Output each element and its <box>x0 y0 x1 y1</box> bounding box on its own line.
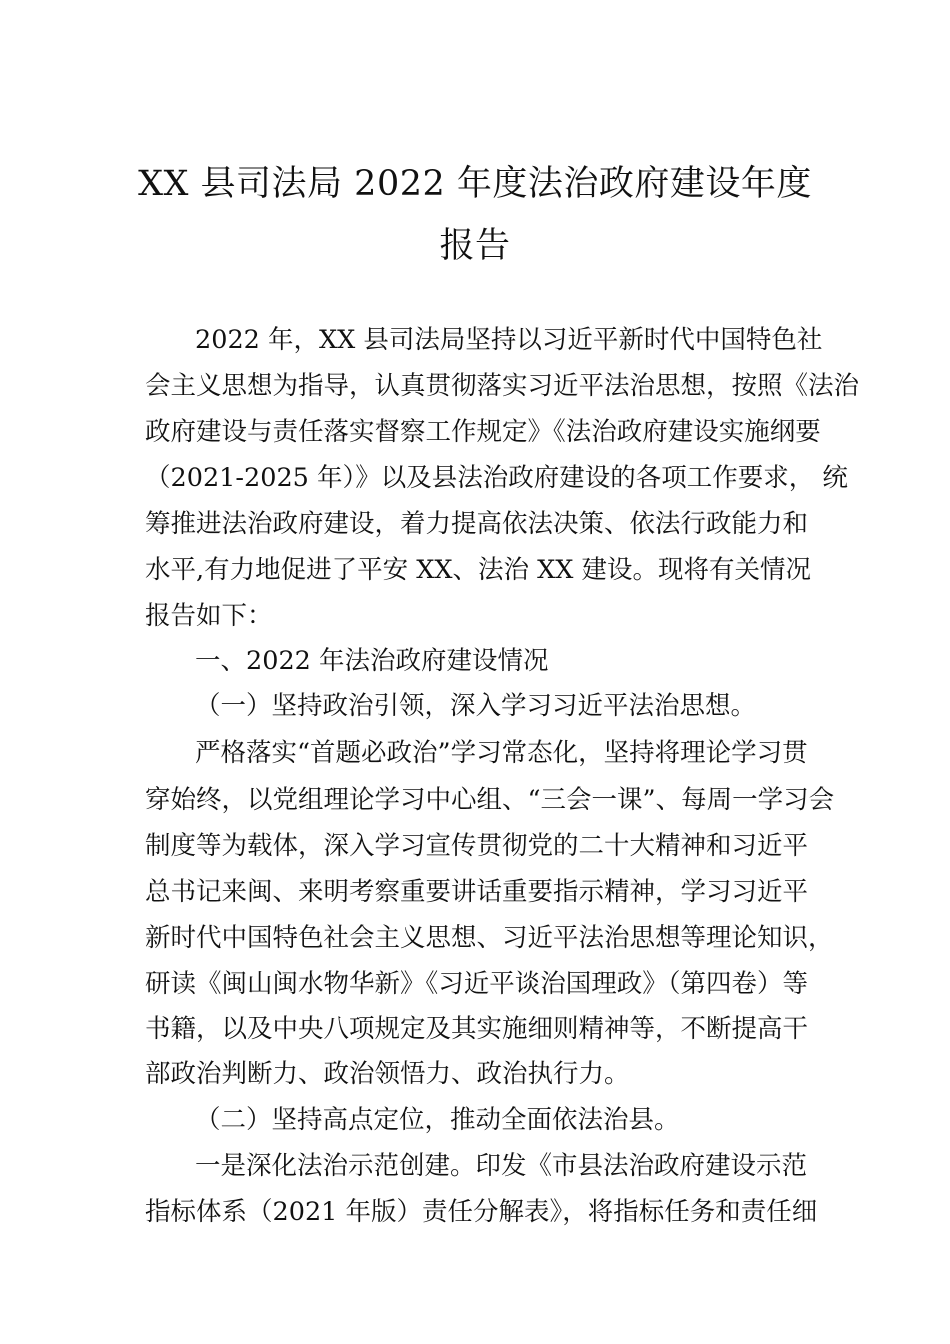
body-line-3: 政府建设与责任落实督察工作规定》《法治政府建设实施纲要 <box>145 417 821 447</box>
body-line-16: 书籍，以及中央八项规定及其实施细则精神等，不断提高干 <box>145 1014 809 1044</box>
body-line-7: 报告如下： <box>145 601 273 631</box>
body-line-17: 部政治判断力、政治领悟力、政治执行力。 <box>145 1059 630 1089</box>
body-line-6: 水平,有力地促进了平安 XX、法治 XX 建设。现将有关情况 <box>145 555 812 585</box>
body-line-19: 一是深化法治示范创建。印发《市县法治政府建设示范 <box>195 1151 808 1181</box>
body-line-14: 新时代中国特色社会主义思想、习近平法治思想等理论知识， <box>145 923 834 953</box>
document-title-line-1: XX 县司法局 2022 年度法治政府建设年度 <box>138 164 812 204</box>
body-line-5: 筹推进法治政府建设，着力提高依法决策、依法行政能力和 <box>145 509 809 539</box>
subsection-heading-1: （一）坚持政治引领，深入学习习近平法治思想。 <box>195 691 757 721</box>
body-line-13: 总书记来闽、来明考察重要讲话重要指示精神，学习习近平 <box>145 877 809 907</box>
body-line-11: 穿始终，以党组理论学习中心组、“三会一课”、每周一学习会 <box>145 785 835 815</box>
section-heading-1: 一、2022 年法治政府建设情况 <box>195 646 549 676</box>
body-line-20: 指标体系（2021 年版）责任分解表》，将指标任务和责任细 <box>145 1197 818 1227</box>
body-line-1: 2022 年，XX 县司法局坚持以习近平新时代中国特色社 <box>195 325 823 355</box>
body-line-12: 制度等为载体，深入学习宣传贯彻党的二十大精神和习近平 <box>145 831 809 861</box>
document-title-line-2: 报告 <box>439 226 511 266</box>
subsection-heading-2: （二）坚持高点定位，推动全面依法治县。 <box>195 1105 680 1135</box>
body-line-4: （2021-2025 年）》以及县法治政府建设的各项工作要求， 统 <box>145 463 848 493</box>
body-line-15: 研读《闽山闽水物华新》《习近平谈治国理政》（第四卷）等 <box>145 969 809 999</box>
body-line-2: 会主义思想为指导，认真贯彻落实习近平法治思想，按照《法治 <box>145 371 860 401</box>
body-line-10: 严格落实“首题必政治”学习常态化，坚持将理论学习贯 <box>195 738 808 768</box>
